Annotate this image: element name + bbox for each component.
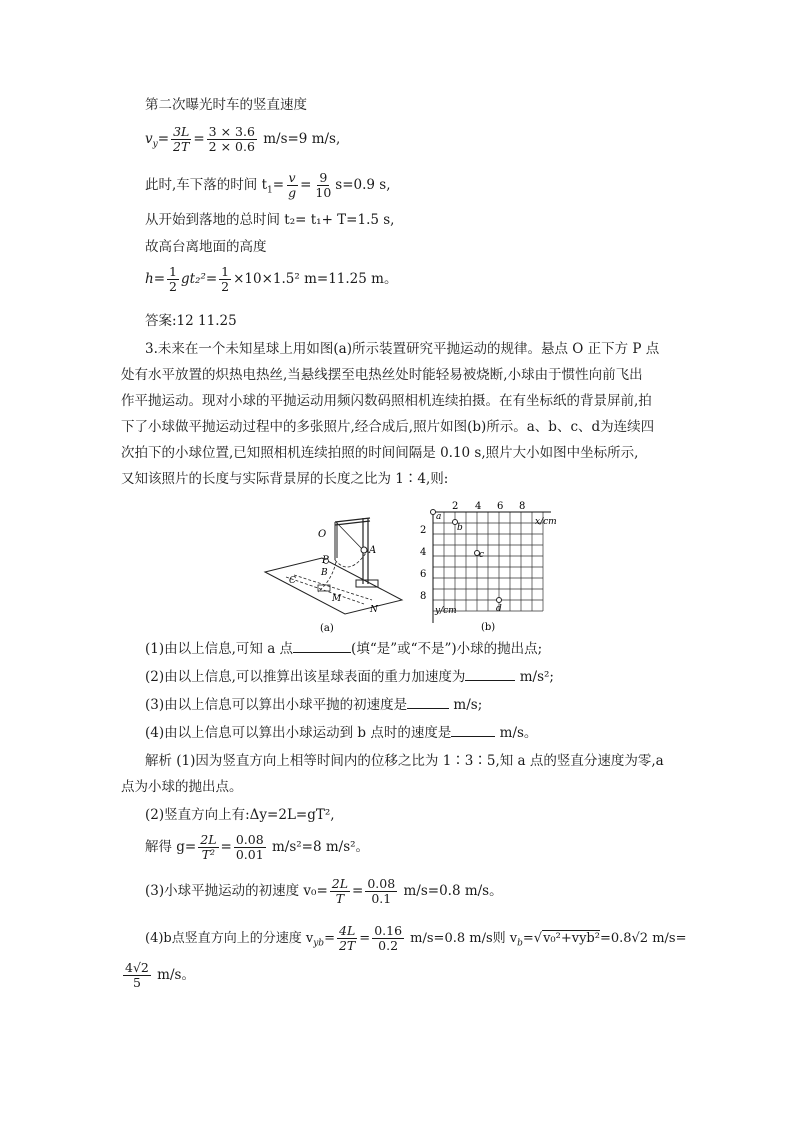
q3-line-1: 3.未来在一个未知星球上用如图(a)所示装置研究平抛运动的规律。悬点 O 正下方 P 点 [145, 341, 660, 357]
answer-line: 答案:12 11.25 [145, 313, 237, 329]
solution-2-equation: 解得 g= $\frac{2L}{\text{T²}}$ = $\frac{0.08}{0.01}$ m/s²=8 m/s²。 [145, 832, 370, 862]
answer-blank-1[interactable] [293, 640, 351, 653]
x-tick-2: 2 [452, 501, 459, 512]
vy-frac-2: $\frac{3 \times 3.6}{2 \times 0.6}$ [208, 124, 255, 154]
sqrt-body: v₀²+vyb² [543, 931, 600, 946]
fig-a-label-A: A [369, 545, 377, 556]
question-4: (4)由以上信息可以算出小球运动到 b 点时的速度是 m/s。 [145, 725, 538, 741]
label-a: a [436, 512, 442, 522]
solution-1-line-1: 解析 (1)因为竖直方向上相等时间内的位移之比为 1∶3∶5,知 a 点的竖直分速度为零,a [145, 753, 664, 769]
t2-line: 从开始到落地的总时间 t₂= t₁+ T=1.5 s, [145, 212, 395, 228]
solution-1-line-2: 点为小球的抛出点。 [121, 779, 243, 795]
question-2: (2)由以上信息,可以推算出该星球表面的重力加速度为 m/s²; [145, 669, 554, 685]
x-tick-6: 6 [497, 501, 504, 512]
t1-equation: 此时,车下落的时间 $t_1=$ $\frac{v}{g}$ = $\frac{9}{10}$ s=0.9 s, [145, 170, 391, 200]
fig-a-label-B: B [321, 568, 328, 578]
fig-b-caption: (b) [481, 622, 496, 633]
answer-blank-3[interactable] [407, 696, 449, 709]
solution-3-equation: (3)小球平抛运动的初速度 v₀= $\frac{2L}{T}$ = $\frac{0.08}{0.1}$ m/s=0.8 m/s。 [145, 876, 503, 906]
vy-frac-1: $\frac{3L}{2T}$ [173, 124, 190, 154]
question-3: (3)由以上信息可以算出小球平抛的初速度是 m/s; [145, 697, 483, 713]
fig-a-label-P: P [322, 555, 329, 566]
s4-final-frac: $\frac{4√2}{5}$ [125, 960, 149, 990]
solution-4-continued: $\frac{4√2}{5}$ m/s。 [125, 960, 195, 990]
solution-4-equation: (4)b点竖直方向上的分速度 $v_{yb}=$ $\frac{4L}{2T}$ = $\frac{0.16}{0.2}$ m/s=0.8 m/s则 $v_b=√v_0^2+vyb^2=0.8√2$ m/s= [145, 923, 687, 953]
h-equation: h= $\frac{1}{2}$ gt₂²= $\frac{1}{2}$ ×10×1.5² m=11.25 m。 [145, 264, 398, 294]
y-tick-2: 2 [420, 525, 427, 536]
question-1: (1)由以上信息,可知 a 点 (填“是”或“不是”)小球的抛出点; [145, 641, 543, 657]
fig-a-ball [361, 547, 367, 553]
vy-symbol: v [145, 131, 153, 147]
q3-line-3: 作平抛运动。现对小球的平抛运动用频闪数码照相机连续拍摄。在有坐标纸的背景屏前,拍 [121, 393, 652, 409]
s4-frac-2: $\frac{0.16}{0.2}$ [374, 923, 403, 953]
solution-2-line: (2)竖直方向上有:Δy=2L=gT², [145, 807, 335, 823]
fig-a-label-O: O [318, 529, 327, 540]
h-frac-1: $\frac{1}{2}$ [169, 264, 177, 294]
vy-equation: $v_y=$ $\frac{3L}{2T}$ = $\frac{3 \times 3.6}{2 \times 0.6}$ m/s=9 m/s, [145, 124, 341, 154]
top-heading: 第二次曝光时车的竖直速度 [145, 97, 307, 113]
label-b: b [457, 523, 463, 533]
y-tick-4: 4 [420, 547, 427, 558]
answer-blank-2[interactable] [465, 668, 515, 681]
vy-result: m/s=9 m/s, [263, 131, 341, 147]
y-tick-8: 8 [420, 591, 427, 602]
fig-a-board [265, 558, 402, 614]
t1-frac-2: $\frac{9}{10}$ [315, 170, 332, 200]
y-axis-label: y/cm [435, 606, 457, 616]
fig-a-label-C: C [289, 576, 296, 586]
label-c: c [479, 550, 485, 560]
q3-line-6: 又知该照片的长度与实际背景屏的长度之比为 1∶4,则: [121, 471, 449, 487]
x-tick-8: 8 [519, 501, 526, 512]
fig-a-label-N: N [370, 605, 378, 615]
s4-frac-1: $\frac{4L}{2T}$ [338, 923, 356, 953]
s3-frac-2: $\frac{0.08}{0.1}$ [367, 876, 396, 906]
s2-frac-1: $\frac{2L}{\text{T²}}$ [200, 832, 217, 862]
figure-b [418, 497, 568, 637]
h-frac-2: $\frac{1}{2}$ [221, 264, 230, 294]
point-d [497, 598, 502, 603]
q3-line-5: 次拍下的小球位置,已知照相机连续拍照的时间间隔是 0.10 s,照片大小如图中坐标所示, [121, 445, 639, 461]
s3-frac-1: $\frac{2L}{T}$ [331, 876, 349, 906]
x-axis-label: x/cm [535, 517, 557, 527]
answer-blank-4[interactable] [451, 724, 495, 737]
point-a [431, 510, 436, 515]
fig-a-label-M: M [332, 594, 342, 604]
y-tick-6: 6 [420, 569, 427, 580]
q3-line-4: 下了小球做平抛运动过程中的多张照片,经合成后,照片如图(b)所示。a、b、c、d为连续四 [121, 419, 655, 435]
h-heading: 故高台离地面的高度 [145, 239, 267, 255]
label-d: d [496, 604, 502, 614]
s2-frac-2: $\frac{0.08}{0.01}$ [235, 832, 264, 862]
fig-a-caption: (a) [320, 623, 334, 634]
x-tick-4: 4 [475, 501, 482, 512]
t1-frac-1: $\frac{v}{g}$ [288, 170, 297, 200]
figure-a [260, 500, 410, 635]
vy-sub: y [152, 139, 158, 150]
q3-line-2: 处有水平放置的炽热电热丝,当悬线摆至电热丝处时能轻易被烧断,小球由于惯性向前飞出 [121, 367, 643, 383]
